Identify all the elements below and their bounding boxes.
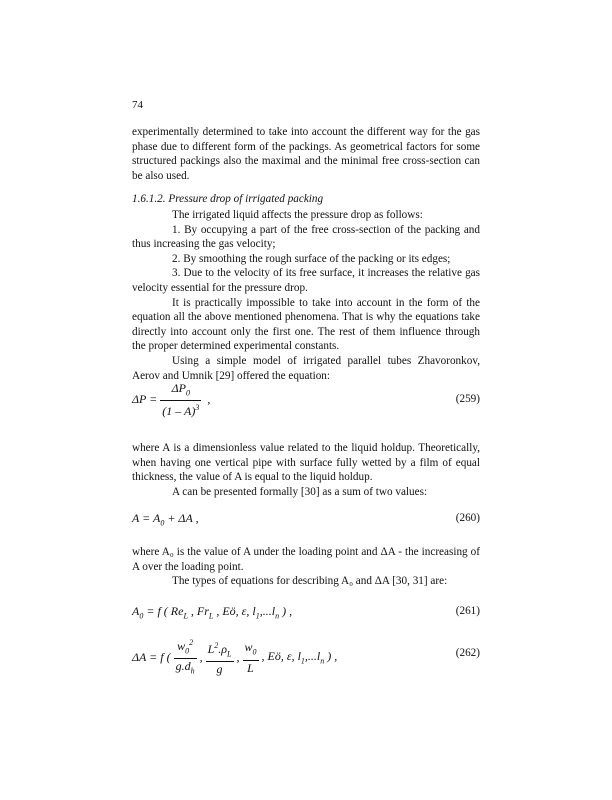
- equation-259-number: (259): [455, 393, 480, 405]
- list-item-1: 1. By occupying a part of the free cross-section of the packing and thus increasing the gas velocity;: [132, 223, 480, 251]
- paragraph-block-2: [132, 441, 480, 499]
- list-block: [132, 208, 480, 383]
- equation-259: ΔP = $\frac{\Delta P_0}{(1 - A)^3}$ , (259): [132, 381, 480, 419]
- paragraph-7: The types of equations for describing A₀ and ΔA [30, 31] are:: [172, 575, 448, 588]
- equation-261: $A_0 = f$ ( $Re_L$ , $Fr_L$ , Eö, ε, $l_1,...l_n$ ) , (261): [132, 604, 480, 621]
- equation-262: ΔA = f ( $\frac{w_0^2}{g.d_h}$ , $\frac{L^2.\rho_L}{g}$ , $\frac{w_0}{L}$ , Eö, ε, $l_1,...l_n$ ) , (262): [132, 638, 480, 677]
- list-item-3: 3. Due to the velocity of its free surface, it increases the relative gas velocity essential for the pressure drop.: [132, 267, 480, 294]
- paragraph-1-text: experimentally determined to take into account the different way for the gas phase due to different form of the packings. As geometrical factors for some structured packings also the maximal and the minimal free cross-section can be also used.: [132, 126, 480, 182]
- list-item-2: 2. By smoothing the rough surface of the packing or its edges;: [172, 252, 451, 265]
- paragraph-1: [132, 125, 480, 183]
- list-intro: The irrigated liquid affects the pressure drop as follows:: [172, 209, 423, 221]
- equation-260: $A = A_0 + \Delta A$ , (260): [132, 511, 480, 528]
- equation-261-number: (261): [455, 605, 480, 617]
- page-number: 74: [132, 99, 143, 111]
- equation-259-fraction: $\frac{\Delta P_0}{(1 - A)^3}$: [162, 381, 200, 419]
- paragraph-6: where A₀ is the value of A under the loading point and ΔA - the increasing of A over the loading point.: [132, 546, 480, 573]
- section-title: 1.6.1.2. Pressure drop of irrigated packing: [132, 193, 324, 205]
- equation-262-number: (262): [455, 647, 480, 659]
- paragraph-3: Using a simple model of irrigated parallel tubes Zhavoronkov, Aerov and Umnik [29] offered the equation:: [132, 354, 480, 382]
- paragraph-2: It is practically impossible to take into account in the form of the equation all the above mentioned phenomena. That is why the equations take directly into account only the first one. The rest of them influence through the proper determined experimental constants.: [132, 296, 480, 353]
- paragraph-block-3: [132, 545, 480, 589]
- equation-260-number: (260): [455, 512, 480, 524]
- paragraph-5: A can be presented formally [30] as a sum of two values:: [172, 485, 428, 498]
- paragraph-4: where A is a dimensionless value related to the liquid holdup. Theoretically, when having one vertical pipe with surface fully wetted by a film of equal thickness, the value of A is equal to the liquid holdup.: [132, 442, 480, 484]
